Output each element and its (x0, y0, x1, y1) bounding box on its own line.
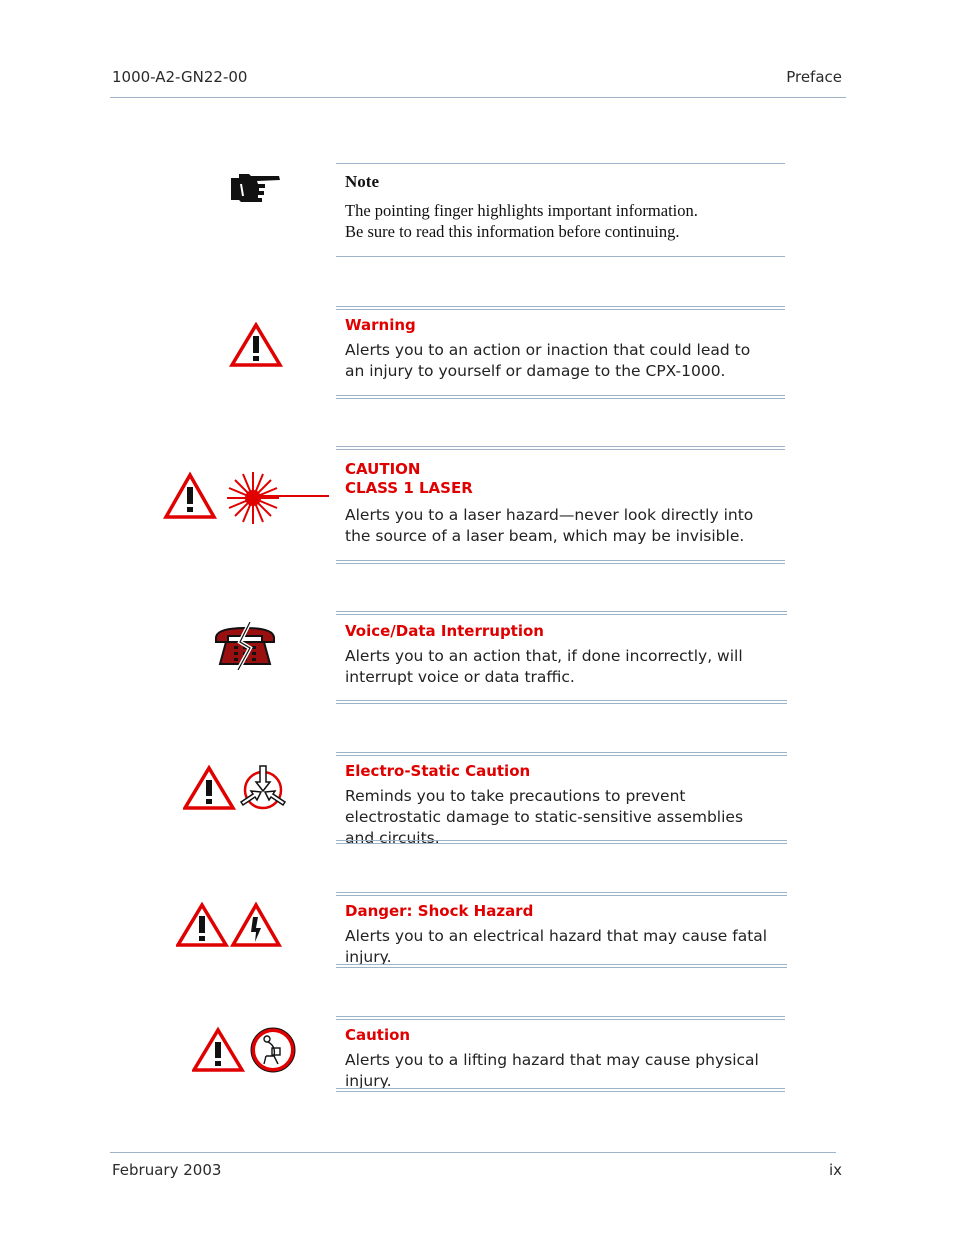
laser-top-rule (336, 446, 785, 450)
note-title: Note (345, 172, 379, 191)
shock-hazard-icon (176, 902, 282, 948)
voice-bottom-rule (336, 700, 787, 704)
warning-top-rule (336, 306, 785, 310)
esd-top-rule (336, 752, 787, 756)
esd-notice (345, 762, 785, 849)
shock-title: Danger: Shock Hazard (345, 902, 534, 920)
header-section: Preface (786, 68, 842, 86)
laser-subtitle: CLASS 1 LASER (345, 479, 473, 497)
footer-date: February 2003 (112, 1161, 222, 1179)
warning-title: Warning (345, 316, 416, 334)
esd-title: Electro-Static Caution (345, 762, 531, 780)
lifting-hazard-icon (192, 1026, 300, 1074)
voice-top-rule (336, 611, 787, 615)
shock-notice (345, 902, 785, 968)
voice-body: Alerts you to an action that, if done incorrectly, will interrupt voice or data traffic. (345, 647, 743, 686)
lift-body: Alerts you to a lifting hazard that may cause physical injury. (345, 1051, 759, 1090)
warning-triangle-icon (229, 322, 283, 368)
lift-notice (345, 1026, 785, 1092)
shock-top-rule (336, 892, 787, 896)
header-rule (110, 97, 846, 98)
laser-bottom-rule (336, 560, 785, 564)
note-top-rule (336, 163, 785, 164)
lift-bottom-rule (336, 1088, 785, 1092)
voice-title: Voice/Data Interruption (345, 622, 544, 640)
footer-rule (110, 1152, 836, 1153)
note-bottom-rule (336, 256, 785, 257)
warning-body: Alerts you to an action or inaction that could lead to an injury to yourself or damage to the CPX-1000. (345, 341, 751, 380)
esd-bottom-rule (336, 840, 787, 844)
laser-body: Alerts you to a laser hazard—never look directly into the source of a laser beam, which may be invisible. (345, 506, 754, 545)
note-notice (345, 172, 785, 242)
note-body: The pointing finger highlights important information. Be sure to read this information before continuing. (345, 201, 698, 241)
shock-bottom-rule (336, 964, 787, 968)
esd-body: Reminds you to take precautions to prevent electrostatic damage to static-sensitive assemblies and circuits. (345, 787, 744, 847)
pointing-finger-icon (229, 172, 283, 206)
laser-notice (345, 460, 785, 547)
electrostatic-icon (183, 764, 293, 812)
warning-bottom-rule (336, 395, 785, 399)
laser-icon (163, 470, 331, 526)
footer-page-number: ix (828, 1161, 842, 1179)
lift-title: Caution (345, 1026, 411, 1044)
header-doc-id: 1000-A2-GN22-00 (112, 68, 248, 86)
warning-notice (345, 316, 785, 382)
lift-top-rule (336, 1016, 785, 1020)
broken-telephone-icon (212, 622, 278, 670)
shock-body: Alerts you to an electrical hazard that may cause fatal injury. (345, 927, 768, 966)
voice-notice (345, 622, 785, 688)
laser-title: CAUTION (345, 460, 421, 478)
